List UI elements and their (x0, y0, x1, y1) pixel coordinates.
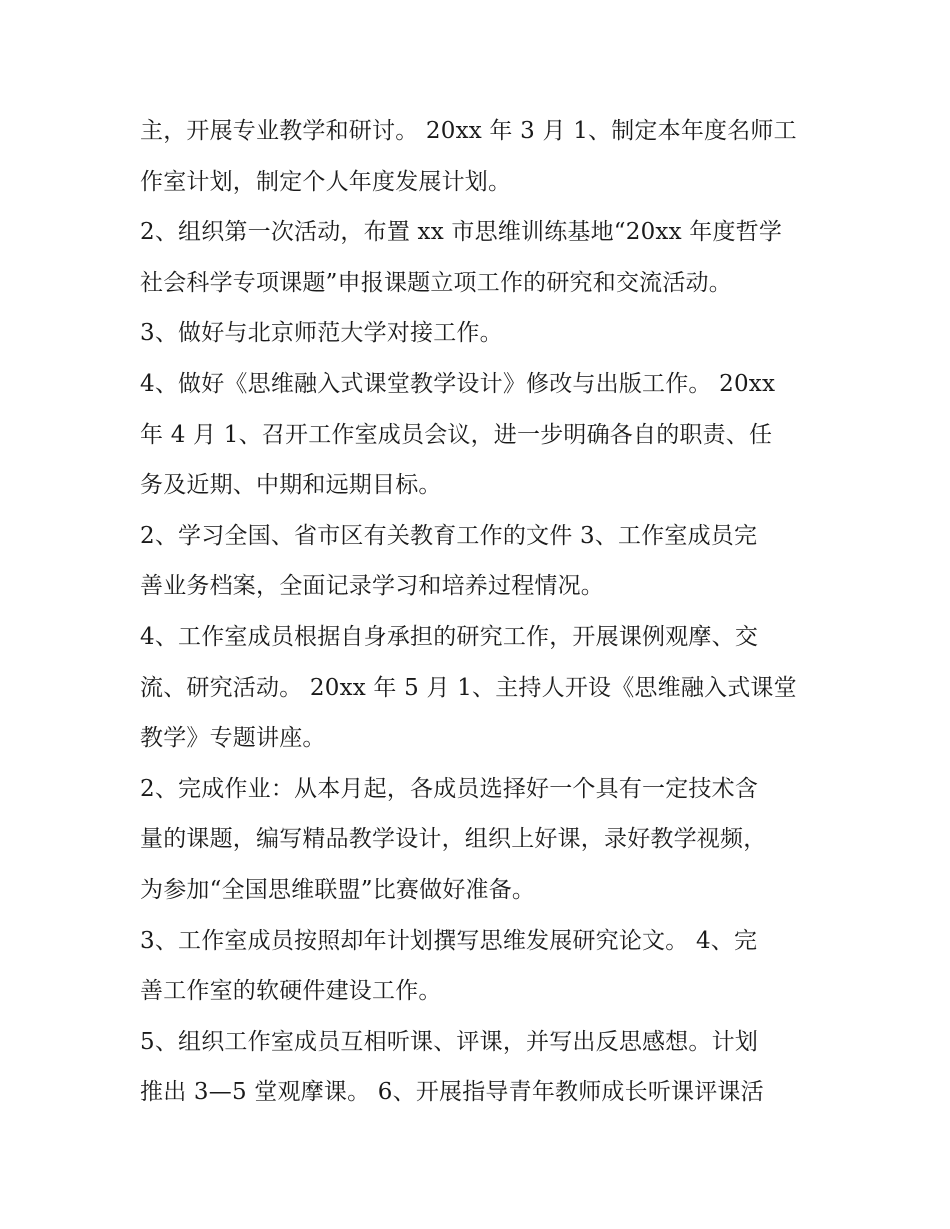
text-line: 2、学习全国、省市区有关教育工作的文件 3、工作室成员完 (140, 522, 758, 549)
text-line: 主，开展专业教学和研讨。 20xx 年 3 月 1、制定本年度名师工 (140, 118, 797, 144)
text-line: 3、做好与北京师范大学对接工作。 (140, 320, 503, 347)
text-line: 流、研究活动。 20xx 年 5 月 1、主持人开设《思维融入式课堂 (140, 674, 797, 701)
text-line: 教学》专题讲座。 (140, 725, 326, 752)
text-line: 2、完成作业：从本月起，各成员选择好一个具有一定技术含 (140, 775, 759, 802)
text-line: 4、工作室成员根据自身承担的研究工作，开展课例观摩、交 (140, 623, 759, 650)
text-line: 量的课题，编写精品教学设计，组织上好课，录好教学视频， (140, 826, 767, 853)
text-line: 4、做好《思维融入式课堂教学设计》修改与出版工作。 20xx (140, 370, 776, 397)
text-line: 推出 3—5 堂观摩课。 6、开展指导青年教师成长听课评课活 (140, 1079, 764, 1106)
text-line: 善工作室的软硬件建设工作。 (140, 978, 442, 1005)
text-line: 务及近期、中期和远期目标。 (140, 472, 442, 499)
text-line: 社会科学专项课题”申报课题立项工作的研究和交流活动。 (140, 269, 732, 296)
text-line: 为参加“全国思维联盟”比赛做好准备。 (140, 876, 536, 903)
text-line: 5、组织工作室成员互相听课、评课，并写出反思感想。计划 (140, 1028, 759, 1055)
text-line: 2、组织第一次活动，布置 xx 市思维训练基地“20xx 年度哲学 (140, 219, 783, 246)
text-line: 年 4 月 1、召开工作室成员会议，进一步明确各自的职责、任 (140, 421, 773, 448)
text-line: 作室计划，制定个人年度发展计划。 (140, 168, 512, 195)
text-line: 善业务档案，全面记录学习和培养过程情况。 (140, 573, 604, 600)
document-body (140, 106, 820, 1118)
text-line: 3、工作室成员按照却年计划撰写思维发展研究论文。 4、完 (140, 927, 758, 954)
